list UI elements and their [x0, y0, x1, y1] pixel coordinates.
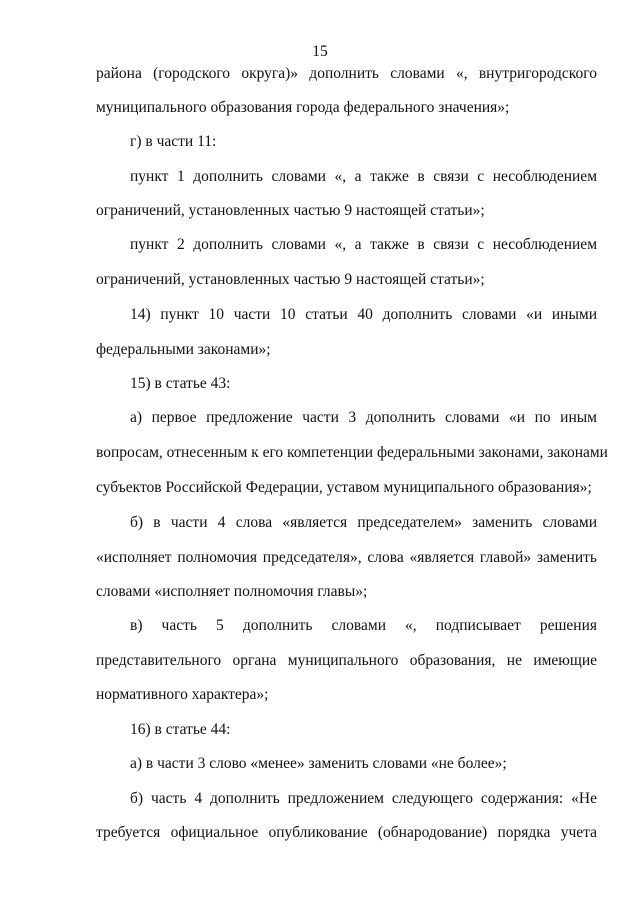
text-line: а) первое предложение части 3 дополнить словами «и по иным [130, 409, 597, 426]
text-line: муниципального образования города федерального значения»; [96, 99, 510, 116]
text-line: нормативного характера»; [96, 686, 269, 703]
text-line: а) в части 3 слово «менее» заменить словами «не более»; [130, 755, 507, 772]
text-line: г) в части 11: [130, 133, 217, 150]
text-line: 15) в статье 43: [130, 375, 231, 392]
text-line: федеральными законами»; [96, 341, 271, 358]
text-line: в) часть 5 дополнить словами «, подписывает решения [130, 617, 597, 634]
text-line: 16) в статье 44: [130, 721, 231, 738]
text-line: б) часть 4 дополнить предложением следующего содержания: «Не [130, 790, 597, 807]
text-line: ограничений, установленных частью 9 настоящей статьи»; [96, 271, 485, 288]
text-line: требуется официальное опубликование (обнародование) порядка учета [96, 824, 597, 841]
page-number: 15 [312, 43, 328, 60]
text-line: вопросам, отнесенным к его компетенции федеральными законами, законами [96, 444, 608, 461]
text-line: пункт 2 дополнить словами «, а также в связи с несоблюдением [130, 236, 597, 253]
text-line: района (городского округа)» дополнить словами «, внутригородского [96, 65, 597, 82]
text-line: б) в части 4 слова «является председателем» заменить словами [130, 514, 597, 531]
text-line: пункт 1 дополнить словами «, а также в связи с несоблюдением [130, 168, 597, 185]
text-line: словами «исполняет полномочия главы»; [96, 583, 368, 600]
text-line: субъектов Российской Федерации, уставом муниципального образования»; [96, 479, 592, 496]
text-line: 14) пункт 10 части 10 статьи 40 дополнить словами «и иными [130, 306, 597, 323]
text-line: представительного органа муниципального образования, не имеющие [96, 652, 597, 669]
text-line: ограничений, установленных частью 9 настоящей статьи»; [96, 202, 485, 219]
text-line: «исполняет полномочия председателя», слова «является главой» заменить [96, 549, 597, 566]
